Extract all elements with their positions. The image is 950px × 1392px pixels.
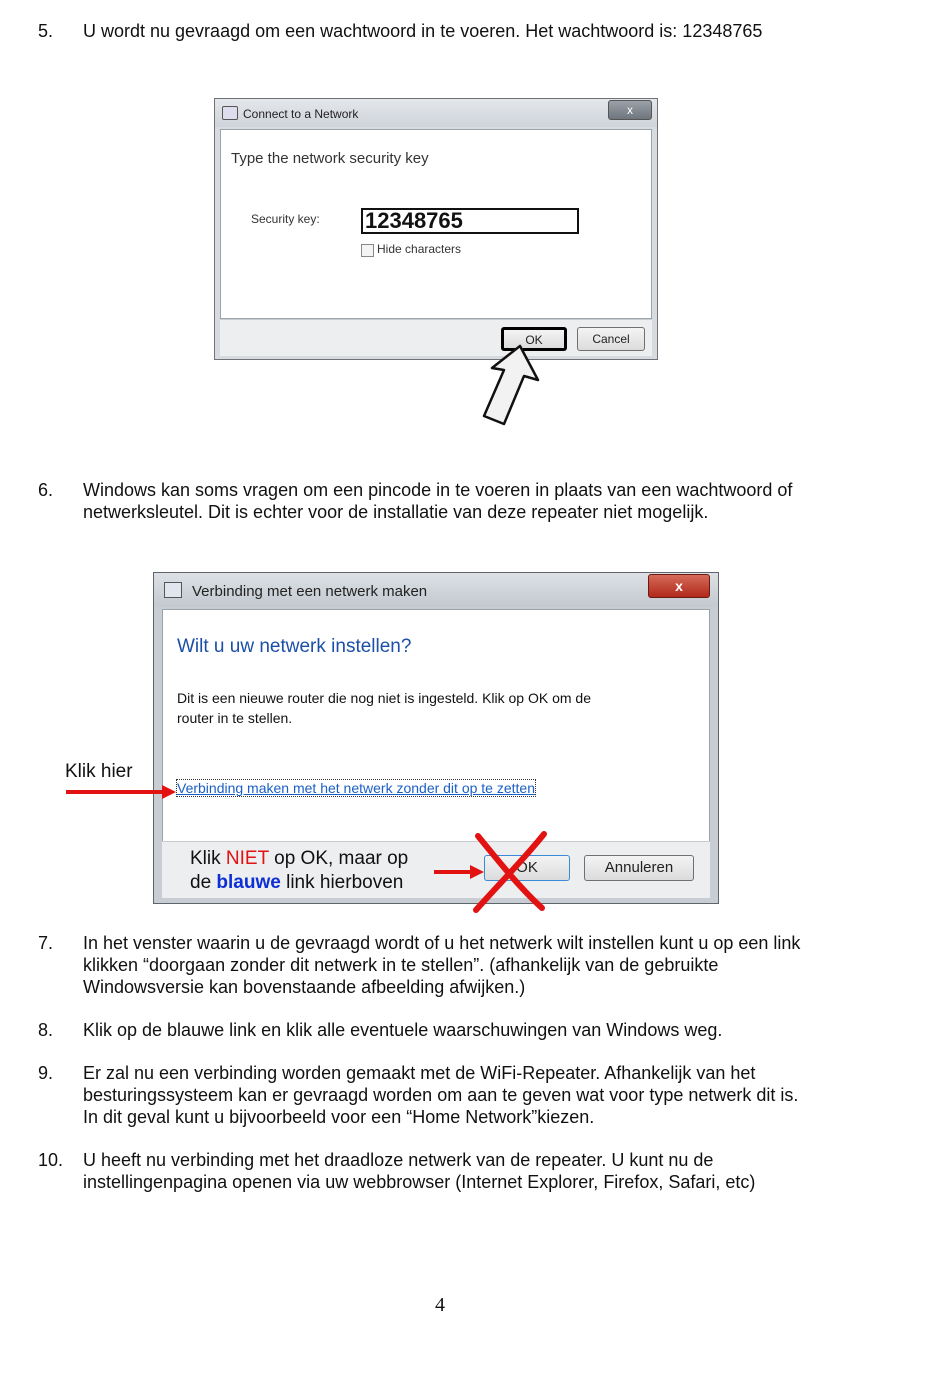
step-10-number: 10. (38, 1150, 64, 1170)
connect-network-dialog (214, 98, 658, 360)
step-9-line3: In dit geval kunt u bijvoorbeeld voor een “Home Network”kiezen. (83, 1107, 595, 1127)
step-9-line2: besturingssysteem kan er gevraagd worden om aan te geven wat voor type netwerk dit is. (83, 1085, 799, 1105)
step-6-number: 6. (38, 480, 54, 500)
close-button[interactable]: x (648, 574, 710, 598)
annotation-text: link hierboven (280, 872, 404, 893)
step-7-line3: Windowsversie kan bovenstaande afbeelding afwijken.) (83, 977, 526, 997)
step-8-number: 8. (38, 1020, 54, 1040)
dialog-body (220, 129, 652, 319)
step-10-line2: instellingenpagina openen via uw webbrowser (Internet Explorer, Firefox, Safari, etc) (83, 1172, 756, 1192)
step-7-line1: In het venster waarin u de gevraagd wordt of u het netwerk wilt instellen kunt u op een link (83, 933, 801, 953)
hide-characters-checkbox[interactable] (361, 244, 374, 257)
step-5-text: U wordt nu gevraagd om een wachtwoord in te voeren. Het wachtwoord is: 12348765 (83, 21, 763, 41)
description-line-1: Dit is een nieuwe router die nog niet is ingesteld. Klik op OK om de (177, 690, 592, 706)
red-arrow-icon (64, 783, 178, 801)
description-line-2: router in te stellen. (177, 710, 293, 726)
annotation-text: Klik (190, 848, 226, 869)
step-7-line2: klikken “doorgaan zonder dit netwerk in te stellen”. (afhankelijk van de gebruikte (83, 955, 719, 975)
step-5-number: 5. (38, 21, 54, 41)
dialog-heading: Wilt u uw netwerk instellen? (177, 636, 412, 657)
step-6-line1: Windows kan soms vragen om een pincode in te voeren in plaats van een wachtwoord of (83, 480, 793, 500)
step-10-line1: U heeft nu verbinding met het draadloze netwerk van de repeater. U kunt nu de (83, 1150, 714, 1170)
annotation-line-1 (190, 847, 408, 871)
annotation-text: op OK, maar op (268, 848, 409, 869)
step-6-line2: netwerksleutel. Dit is echter voor de installatie van deze repeater niet mogelijk. (83, 502, 709, 522)
dialog-titlebar (154, 573, 718, 607)
dialog-title: Connect to a Network (243, 107, 359, 121)
step-9-line1: Er zal nu een verbinding worden gemaakt met de WiFi-Repeater. Afhankelijk van het (83, 1063, 756, 1083)
cancel-button[interactable]: Cancel (577, 327, 645, 351)
page-number: 4 (435, 1294, 445, 1316)
step-9-number: 9. (38, 1063, 54, 1083)
step-7-number: 7. (38, 933, 54, 953)
annuleren-button[interactable]: Annuleren (584, 855, 694, 881)
dialog-title: Verbinding met een netwerk maken (192, 583, 428, 600)
ok-button[interactable]: OK (501, 327, 567, 351)
arrow-pointer-icon (460, 340, 540, 430)
annotation-text: de (190, 872, 217, 893)
hide-characters-label: Hide characters (377, 242, 462, 256)
connect-without-setup-link[interactable]: Verbinding maken met het netwerk zonder dit op te zetten (177, 780, 535, 796)
annotation-blauwe: blauwe (216, 872, 281, 893)
security-key-label: Security key: (251, 212, 320, 226)
security-key-input[interactable]: 12348765 (361, 208, 579, 234)
annotation-line-2 (190, 871, 403, 895)
dialog-titlebar (215, 99, 657, 127)
annotation-niet: NIET (225, 848, 269, 869)
step-8-text: Klik op de blauwe link en klik alle eventuele waarschuwingen van Windows weg. (83, 1020, 723, 1040)
dialog-description (177, 688, 657, 728)
red-cross-icon (470, 828, 550, 914)
dialog-body (162, 609, 710, 843)
close-button[interactable]: x (608, 100, 652, 120)
network-icon (222, 106, 238, 120)
ok-button[interactable]: OK (484, 855, 570, 881)
dialog-heading: Type the network security key (231, 150, 429, 167)
klik-hier-label: Klik hier (65, 761, 133, 782)
network-icon (164, 582, 182, 598)
